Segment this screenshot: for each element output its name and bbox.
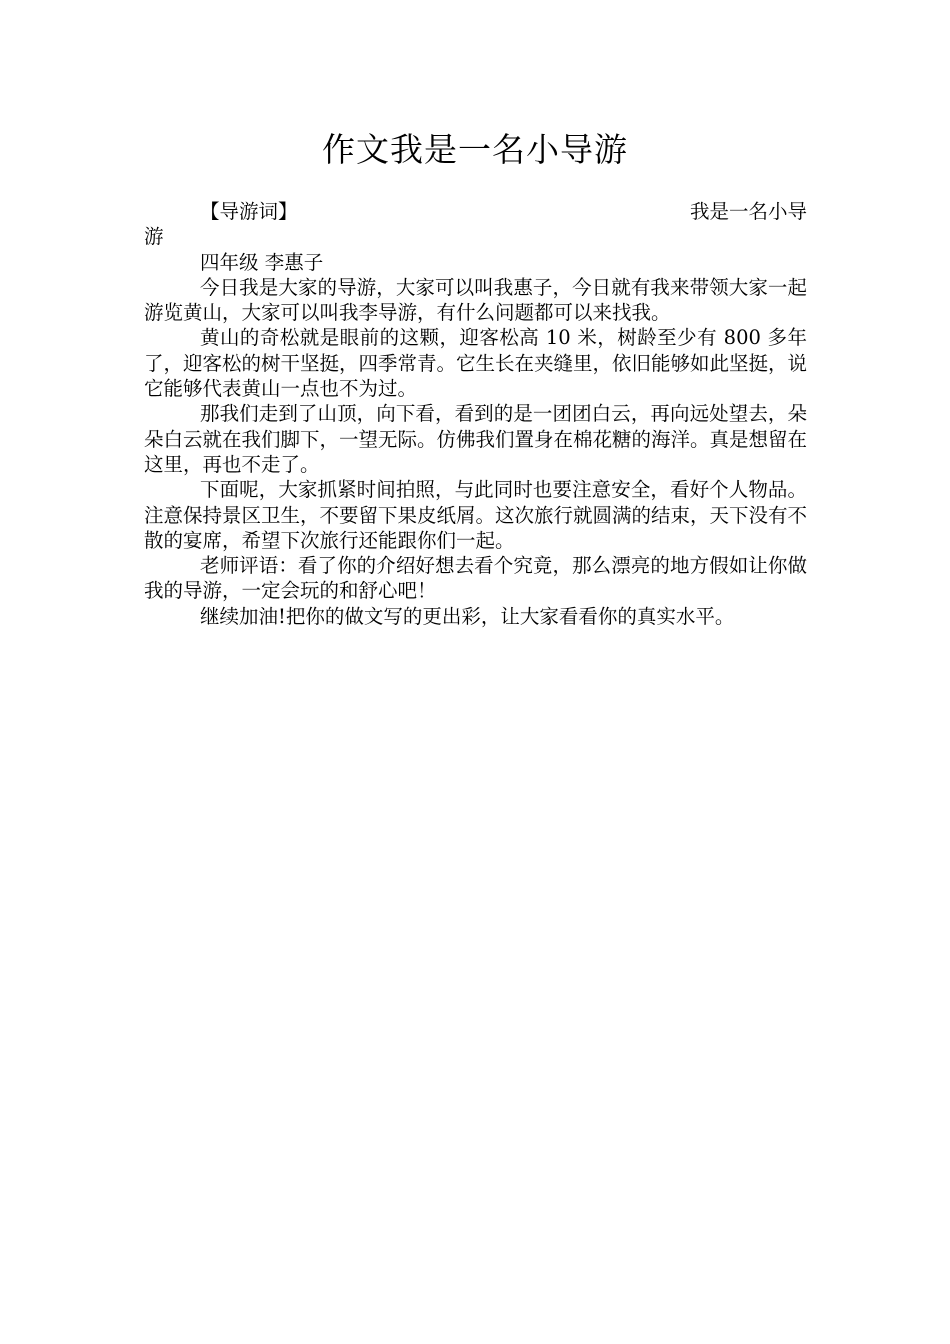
heading-title: 我是一名小导 [689,200,807,223]
paragraph: 今日我是大家的导游，大家可以叫我惠子，今日就有我来带领大家一起游览黄山，大家可以叫我李导游，有什么问题都可以来找我。 [144,275,807,325]
document-body [144,199,807,629]
author-line: 四年级 李惠子 [200,250,324,274]
paragraph: 那我们走到了山顶，向下看，看到的是一团团白云，再向远处望去，朵朵白云就在我们脚下，一望无际。仿佛我们置身在棉花糖的海洋。真是想留在这里，再也不走了。 [144,402,808,476]
heading-title-continued: 游 [144,225,164,249]
paragraph: 下面呢，大家抓紧时间拍照，与此同时也要注意安全，看好个人物品。注意保持景区卫生，不要留下果皮纸屑。这次旅行就圆满的结束，天下没有不散的宴席，希望下次旅行还能跟你们一起。 [144,478,808,552]
document-title: 作文我是一名小导游 [322,130,628,169]
heading-tag: 【导游词】 [200,200,298,223]
heading-line [144,199,807,224]
paragraph: 黄山的奇松就是眼前的这颗，迎客松高 10 米，树龄至少有 800 多年了，迎客松的树干坚挺，四季常青。它生长在夹缝里，依旧能够如此坚挺，说它能够代表黄山一点也不为过。 [144,326,808,401]
teacher-comment: 老师评语：看了你的介绍好想去看个究竟，那么漂亮的地方假如让你做我的导游，一定会玩的和舒心吧！ [144,554,807,603]
closing-line: 继续加油!把你的做文写的更出彩，让大家看看你的真实水平。 [200,604,735,628]
